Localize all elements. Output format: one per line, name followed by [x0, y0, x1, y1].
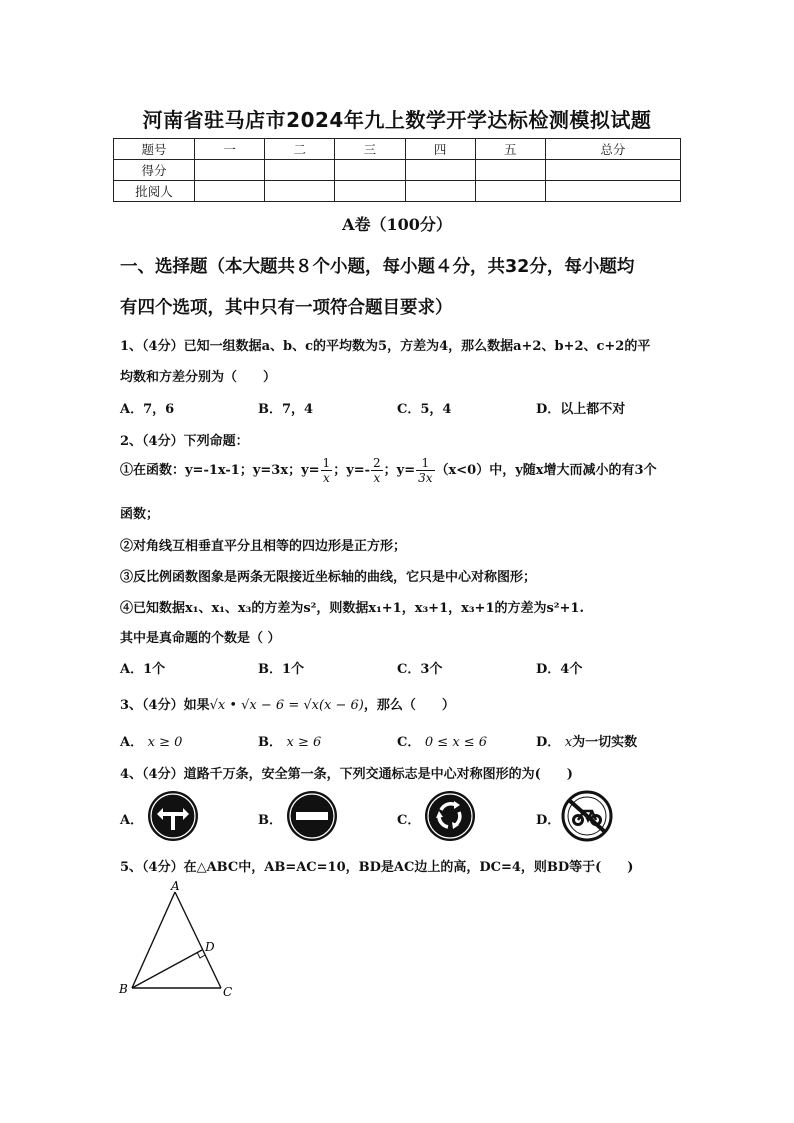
option-expr: x [564, 735, 573, 750]
triangle-abc-diagram [115, 878, 245, 1002]
q3-radical-expression: √x • √x − 6 = √x(x − 6) [209, 698, 364, 713]
fraction-1-over-3x [416, 456, 434, 485]
frac-den: x [322, 471, 330, 485]
q2-option-a: A．1个 [120, 662, 166, 677]
juan-heading: A卷（100分） [342, 215, 452, 234]
score-cell [405, 181, 475, 202]
score-row-label: 批阅人 [114, 181, 195, 202]
q2-option-d: D．4个 [536, 662, 583, 677]
q3-option-a [120, 731, 182, 750]
q2-stem: 2、（4分）下列命题： [120, 434, 249, 449]
q3-prefix: 3、（4分）如果 [120, 698, 210, 713]
q2-statement-3: ③反比例函数图象是两条无限接近坐标轴的曲线，它只是中心对称图形； [120, 570, 537, 585]
vertex-d-label: D [205, 940, 215, 954]
option-expr: x ≥ 6 [286, 735, 322, 750]
q2-option-b: B．1个 [258, 662, 305, 677]
score-cell [335, 160, 405, 181]
q3-option-c [397, 731, 487, 750]
option-letter: C． [397, 735, 421, 750]
q2-s1-part2: ；y=- [333, 463, 371, 478]
q1-option-d: D．以上都不对 [536, 402, 626, 417]
q2-s1-part3: ；y= [383, 463, 416, 478]
q4-option-d-label: D． [536, 813, 561, 828]
frac-num: 1 [322, 456, 331, 470]
option-expr: x ≥ 0 [147, 735, 183, 750]
vertex-c-label: C [223, 985, 233, 999]
q1-stem-line2: 均数和方差分别为（ ） [120, 370, 277, 385]
score-header-cell: 五 [475, 139, 545, 160]
option-letter: D． [536, 735, 561, 750]
score-header-cell: 二 [265, 139, 335, 160]
frac-den: 3x [418, 471, 433, 485]
score-table-row [114, 181, 681, 202]
score-cell [195, 160, 265, 181]
section-heading-line1: 一、选择题（本大题共８个小题，每小题４分，共32分，每小题均 [120, 257, 635, 277]
q2-s1-part4: （x<0）中，y随x增大而减小的有3个 [435, 463, 657, 478]
q2-statement-2: ②对角线互相垂直平分且相等的四边形是正方形； [120, 539, 407, 554]
score-cell [475, 160, 545, 181]
option-expr: 0 ≤ x ≤ 6 [424, 735, 488, 750]
score-table [113, 138, 681, 202]
score-cell [195, 181, 265, 202]
q1-option-a: A．7，6 [120, 402, 175, 417]
score-header-cell: 总分 [545, 139, 680, 160]
q3-option-d [536, 731, 637, 750]
q4-option-c-label: C． [397, 813, 421, 828]
score-cell [265, 160, 335, 181]
vertex-a-label: A [171, 879, 180, 893]
score-header-cell: 三 [335, 139, 405, 160]
q1-option-c: C．5，4 [397, 402, 452, 417]
q3-stem [120, 694, 680, 713]
q1-stem-line1: 1、（4分）已知一组数据a、b、c的平均数为5，方差为4，那么数据a+2、b+2、c+2的平 [120, 339, 651, 354]
q4-option-b-label: B． [258, 813, 282, 828]
roundabout-sign-icon [424, 790, 476, 842]
q2-statement-4: ④已知数据x₁、x₁、x₃的方差为s²，则数据x₁+1，x₃+1，x₃+1的方差为s²+1. [120, 601, 584, 616]
score-cell [335, 181, 405, 202]
section-heading-line2: 有四个选项，其中只有一项符合题目要求） [120, 298, 453, 318]
q5-stem: 5、（4分）在△ABC中，AB=AC=10，BD是AC边上的高，DC=4，则BD等于( ) [120, 860, 634, 875]
frac-num: 1 [416, 456, 434, 471]
q3-option-b [258, 731, 321, 750]
frac-den: x [373, 471, 381, 485]
score-header-cell: 一 [195, 139, 265, 160]
option-letter: A． [120, 735, 144, 750]
score-row-label: 得分 [114, 160, 195, 181]
turn-left-right-sign-icon [147, 790, 199, 842]
q3-suffix: ，那么（ ） [363, 698, 455, 713]
q2-s1-part1: ①在函数：y=-1x-1；y=3x；y= [120, 463, 320, 478]
score-table-row [114, 160, 681, 181]
option-tail: 为一切实数 [572, 735, 638, 750]
score-cell [405, 160, 475, 181]
no-bicycle-sign-icon [561, 790, 613, 842]
score-header-cell: 题号 [114, 139, 195, 160]
frac-num: 2 [373, 456, 381, 470]
q1-option-b: B．7，4 [258, 402, 314, 417]
q2-statement-1-line2: 函数； [120, 507, 160, 522]
exam-title: 河南省驻马店市2024年九上数学开学达标检测模拟试题 [142, 108, 652, 132]
score-cell [545, 181, 680, 202]
q2-ask: 其中是真命题的个数是（ ） [120, 631, 281, 646]
q4-stem: 4、（4分）道路千万条，安全第一条，下列交通标志是中心对称图形的为( ) [120, 767, 573, 782]
vertex-b-label: B [119, 982, 128, 996]
fraction-1-over-x [321, 456, 333, 485]
q2-statement-1 [120, 456, 680, 485]
option-letter: B． [258, 735, 282, 750]
score-cell [545, 160, 680, 181]
no-entry-sign-icon [286, 790, 338, 842]
score-table-header-row [114, 139, 681, 160]
fraction-2-over-x [371, 456, 383, 485]
q4-option-a-label: A． [120, 813, 144, 828]
q2-option-c: C．3个 [397, 662, 443, 677]
score-cell [265, 181, 335, 202]
score-header-cell: 四 [405, 139, 475, 160]
score-cell [475, 181, 545, 202]
